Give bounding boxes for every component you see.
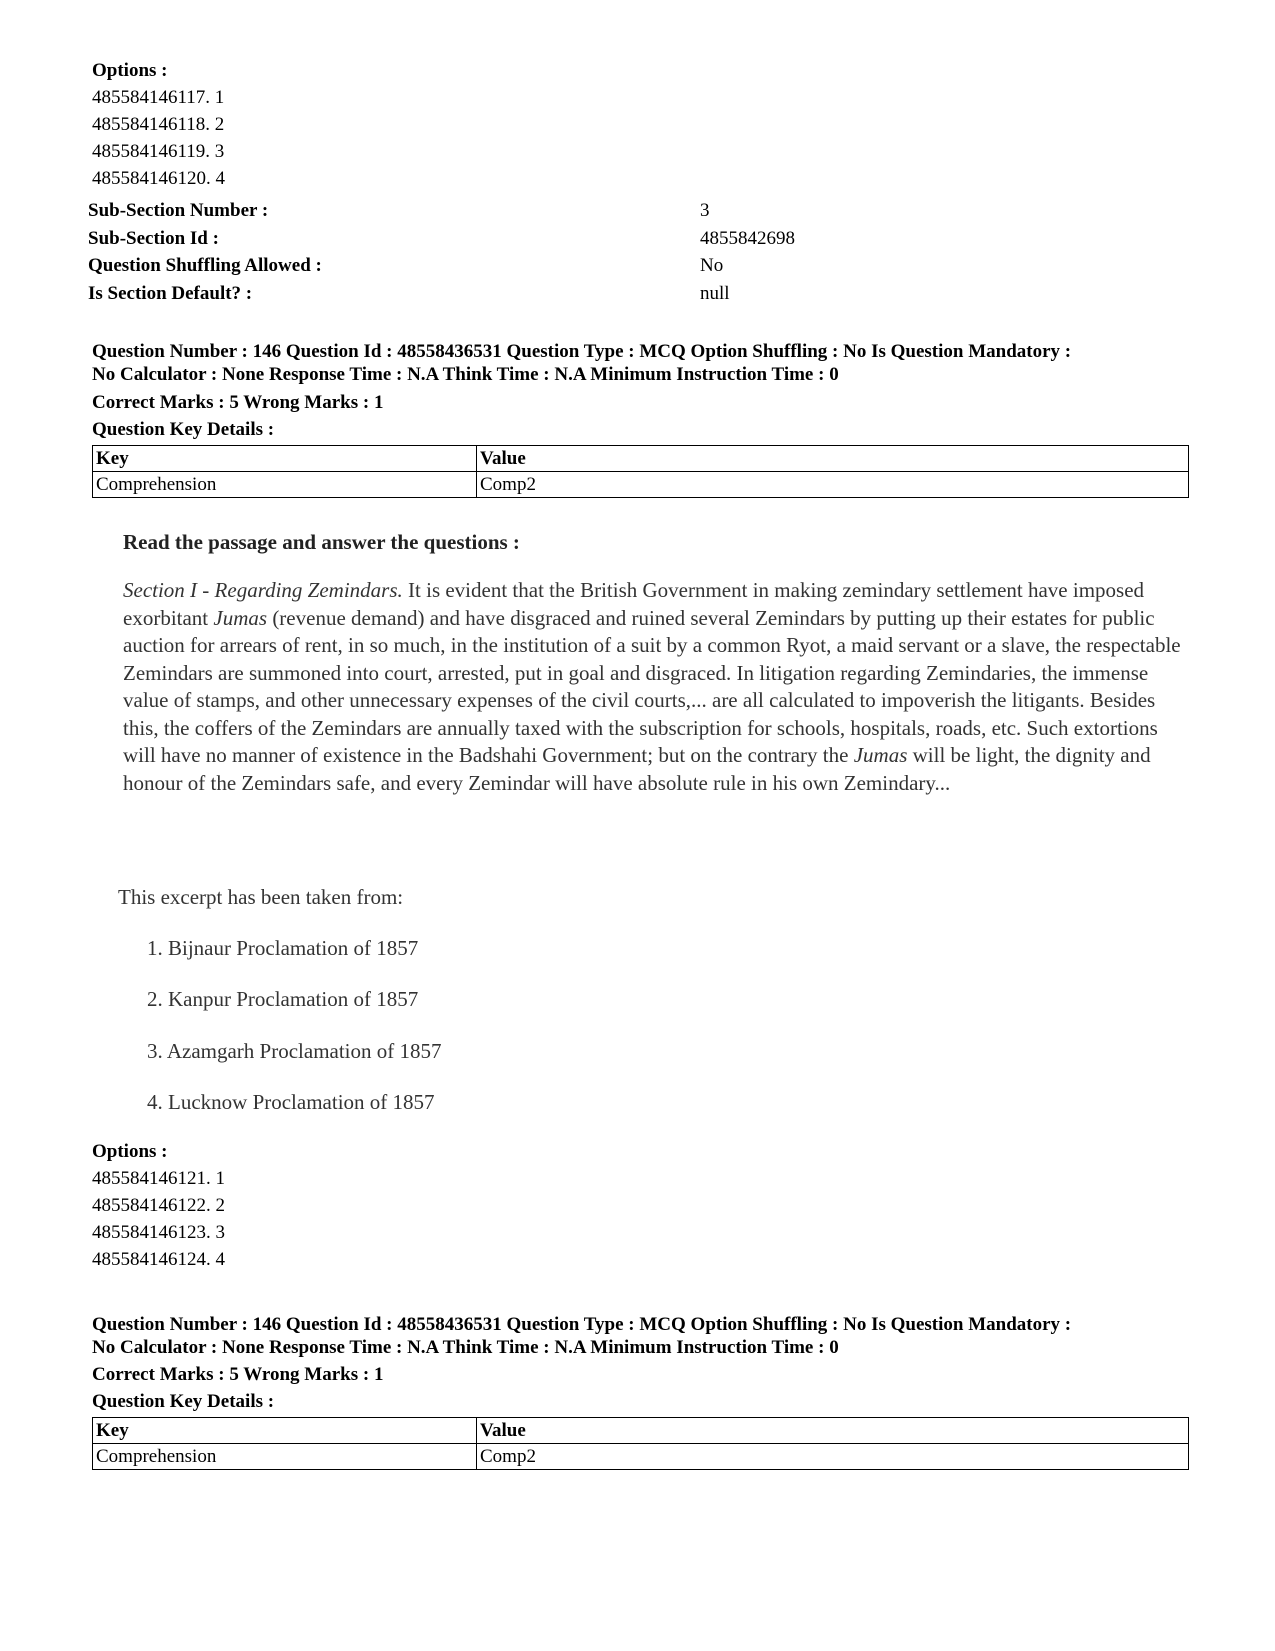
question-marks: Correct Marks : 5 Wrong Marks : 1 — [92, 392, 384, 413]
subsection-key: Is Section Default? : — [88, 283, 253, 304]
table-header-value: Value — [477, 1418, 1189, 1444]
passage-heading: Read the passage and answer the questions : — [123, 530, 520, 554]
subsection-value: 3 — [700, 200, 710, 221]
table-header-key: Key — [93, 446, 477, 472]
passage-part: will be light, the dignity and honour of the Zemindars safe, and every Zemindar will have absolute rule in his own Zemindary... — [123, 743, 1151, 795]
option-item: 485584146122. 2 — [92, 1195, 225, 1216]
passage-term: Jumas — [853, 743, 908, 767]
passage-part: (revenue demand) and have disgraced and ruined several Zemindars by putting up their estates for public auction for arrears of rent, in so much, in the institution of a suit by a common Ryot, a maid servant or a slave, the respectable Zemindars are summoned into court, arrested, put in goal and disgraced. In litigation regarding Zemindaries, the immense value of stamps, and other unnecessary expenses of the civil courts,... are all calculated to impoverish the litigants. Besides this, the coffers of the Zemindars are annually taxed with the subscription for schools, hospitals, roads, etc. Such extortions will have no manner of existence in the Badshahi Government; but on the contrary the — [123, 605, 1181, 767]
option-item: 485584146123. 3 — [92, 1222, 225, 1243]
passage-part: It is evident that the British Government in making zemindary settlement have imposed exorbitant — [123, 578, 1145, 630]
question-header-line2: No Calculator : None Response Time : N.A Think Time : N.A Minimum Instruction Time : 0 — [92, 1337, 839, 1358]
table-cell-key: Comprehension — [93, 1444, 477, 1470]
subsection-row — [88, 228, 1188, 256]
answer-choice: 2. Kanpur Proclamation of 1857 — [147, 987, 419, 1011]
subsection-row — [88, 283, 1188, 311]
table-cell-key: Comprehension — [93, 472, 477, 498]
option-item: 485584146117. 1 — [92, 87, 225, 108]
question-marks: Correct Marks : 5 Wrong Marks : 1 — [92, 1364, 384, 1385]
passage-text — [123, 577, 1185, 797]
subsection-key: Sub-Section Id : — [88, 228, 219, 249]
question-prompt: This excerpt has been taken from: — [118, 885, 404, 909]
option-item: 485584146118. 2 — [92, 114, 225, 135]
option-item: 485584146120. 4 — [92, 168, 225, 189]
question-key-details-label: Question Key Details : — [92, 419, 275, 440]
answer-choice: 3. Azamgarh Proclamation of 1857 — [147, 1039, 442, 1063]
question-header-line2: No Calculator : None Response Time : N.A Think Time : N.A Minimum Instruction Time : 0 — [92, 364, 839, 385]
options-label: Options : — [92, 1141, 168, 1162]
subsection-key: Sub-Section Number : — [88, 200, 269, 221]
subsection-row — [88, 255, 1188, 283]
table-cell-value: Comp2 — [477, 1444, 1189, 1470]
subsection-key: Question Shuffling Allowed : — [88, 255, 322, 276]
question-header-line1: Question Number : 146 Question Id : 48558436531 Question Type : MCQ Option Shuffling : No Is Question Mandatory : — [92, 341, 1072, 362]
answer-choice: 4. Lucknow Proclamation of 1857 — [147, 1090, 435, 1114]
subsection-value: null — [700, 283, 730, 304]
passage-section-label: Section I - Regarding Zemindars. — [123, 578, 403, 602]
table-row — [93, 1444, 1189, 1470]
subsection-value: No — [700, 255, 724, 276]
question-key-table — [92, 1417, 1189, 1470]
option-item: 485584146124. 4 — [92, 1249, 225, 1270]
table-cell-value: Comp2 — [477, 472, 1189, 498]
subsection-value: 4855842698 — [700, 228, 795, 249]
question-header-line1: Question Number : 146 Question Id : 48558436531 Question Type : MCQ Option Shuffling : No Is Question Mandatory : — [92, 1314, 1072, 1335]
option-item: 485584146119. 3 — [92, 141, 225, 162]
passage-term: Jumas — [213, 605, 268, 630]
table-header-row — [93, 446, 1189, 472]
answer-choice: 1. Bijnaur Proclamation of 1857 — [147, 936, 419, 960]
option-item: 485584146121. 1 — [92, 1168, 225, 1189]
table-header-row — [93, 1418, 1189, 1444]
options-label: Options : — [92, 60, 168, 81]
question-key-details-label: Question Key Details : — [92, 1391, 275, 1412]
table-header-key: Key — [93, 1418, 477, 1444]
table-row — [93, 472, 1189, 498]
table-header-value: Value — [477, 446, 1189, 472]
subsection-row — [88, 200, 1188, 228]
question-key-table — [92, 445, 1189, 498]
